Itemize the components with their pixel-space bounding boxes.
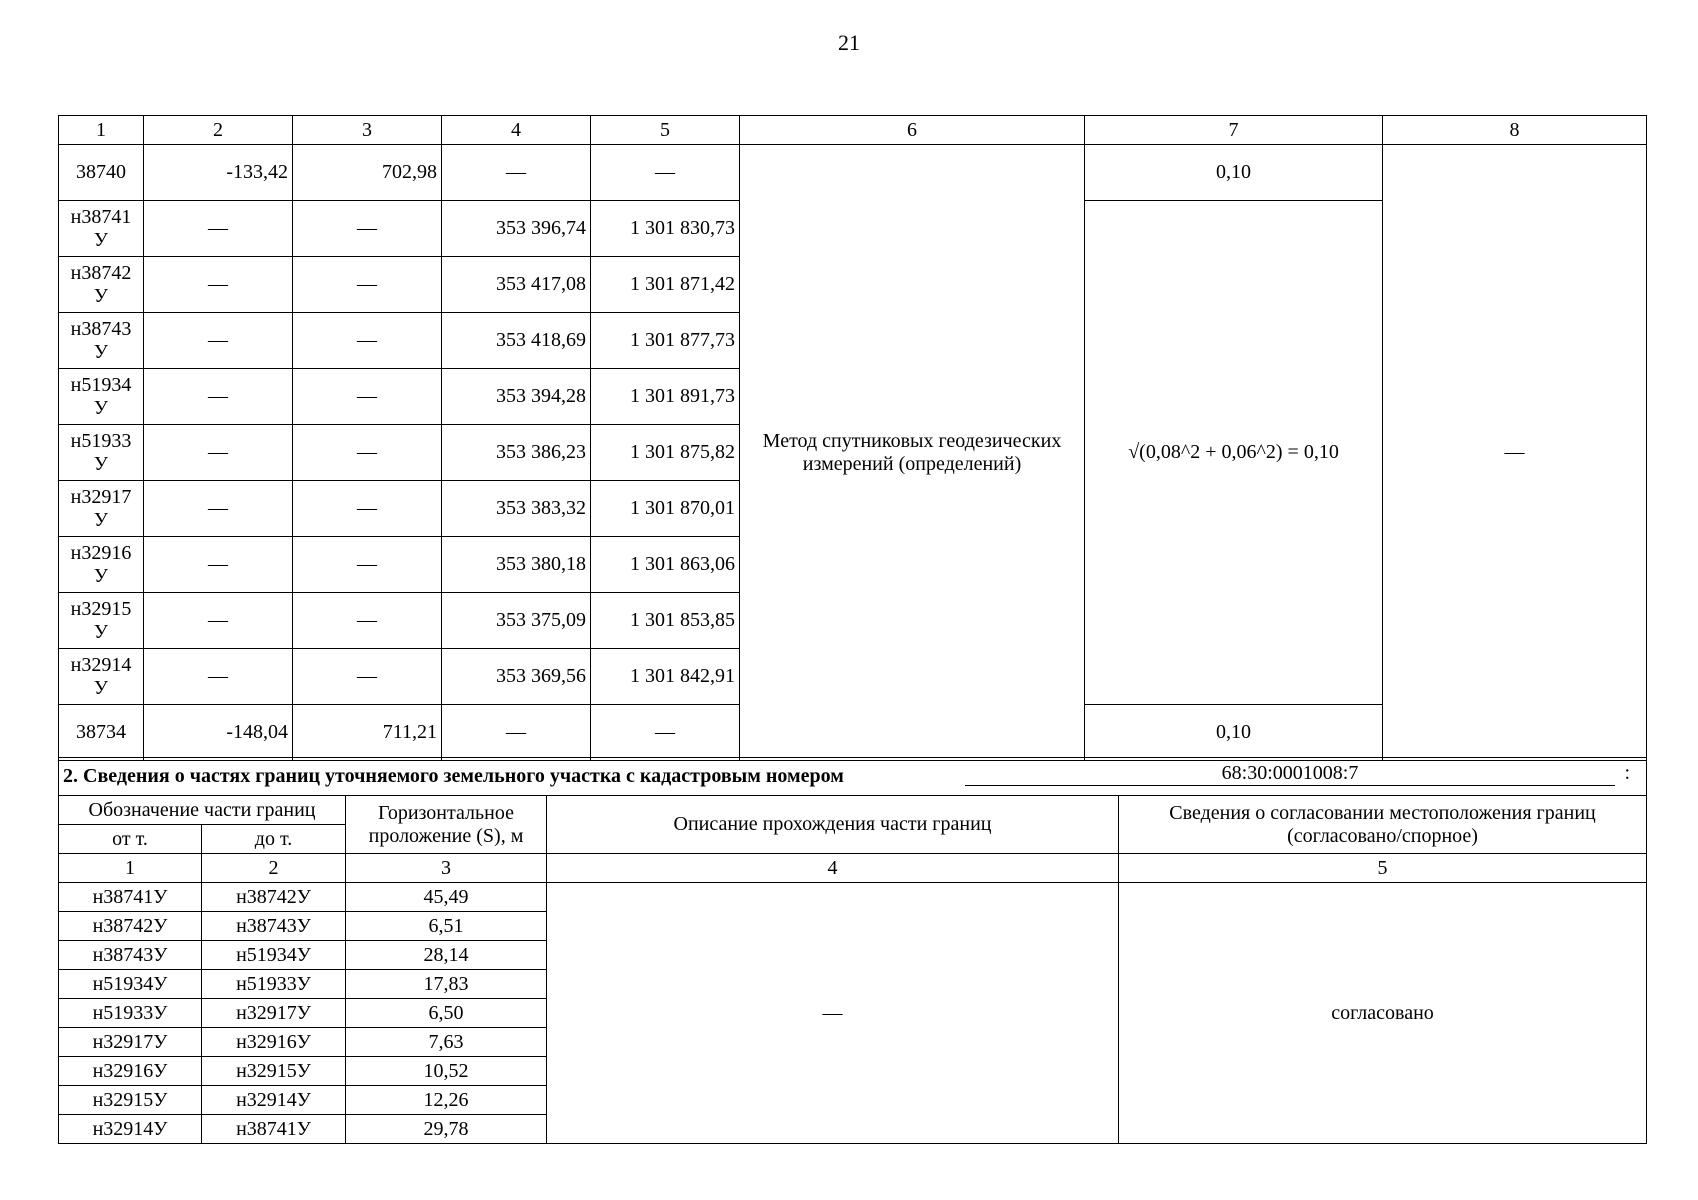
boundary-parts-table <box>58 757 1647 1144</box>
point-name: н32917 <box>70 485 132 508</box>
old-x-cell: — <box>144 481 293 537</box>
point-suffix: У <box>93 228 109 251</box>
point-suffix: У <box>93 564 109 587</box>
to-point: н38741У <box>202 1115 346 1144</box>
col-number: 4 <box>547 854 1119 883</box>
old-x-cell: — <box>144 257 293 313</box>
old-y-cell: — <box>293 537 442 593</box>
point-suffix: У <box>93 452 109 475</box>
section-title-row <box>59 758 1647 796</box>
new-y-cell: 1 301 875,82 <box>591 425 740 481</box>
length-value: 6,51 <box>346 912 547 941</box>
new-y-cell: — <box>591 705 740 761</box>
method-cell: Метод спутниковых геодезических измерений (определений) <box>740 145 1085 761</box>
point-name: н32915 <box>70 597 132 620</box>
point-cell <box>59 425 144 481</box>
new-x-cell: 353 386,23 <box>442 425 591 481</box>
new-x-cell: 353 418,69 <box>442 313 591 369</box>
point-suffix: У <box>93 284 109 307</box>
old-x-cell: -133,42 <box>144 145 293 201</box>
old-x-cell: — <box>144 649 293 705</box>
to-point: н38742У <box>202 883 346 912</box>
new-x-cell: 353 417,08 <box>442 257 591 313</box>
old-x-cell: — <box>144 593 293 649</box>
new-x-cell: 353 369,56 <box>442 649 591 705</box>
point-suffix: У <box>93 676 109 699</box>
point-name: н38741 <box>70 205 132 228</box>
col-number: 5 <box>591 116 740 145</box>
to-point: н32917У <box>202 999 346 1028</box>
col-number: 2 <box>144 116 293 145</box>
point-name: н38743 <box>70 317 132 340</box>
point-suffix: У <box>93 508 109 531</box>
coordinates-table <box>58 115 1647 761</box>
old-x-cell: — <box>144 425 293 481</box>
point-name: н32914 <box>70 653 132 676</box>
accuracy-last-cell: 0,10 <box>1085 705 1383 761</box>
length-value: 7,63 <box>346 1028 547 1057</box>
point-suffix: У <box>93 340 109 363</box>
old-x-cell: -148,04 <box>144 705 293 761</box>
point-cell <box>59 593 144 649</box>
old-x-cell: — <box>144 537 293 593</box>
point-cell <box>59 369 144 425</box>
from-point: н32914У <box>59 1115 202 1144</box>
new-x-cell: 353 375,09 <box>442 593 591 649</box>
new-y-cell: 1 301 871,42 <box>591 257 740 313</box>
point-cell <box>59 649 144 705</box>
point-name: н51934 <box>70 373 132 396</box>
new-y-cell: 1 301 863,06 <box>591 537 740 593</box>
from-point: н38741У <box>59 883 202 912</box>
from-point: н51934У <box>59 970 202 999</box>
col-number: 3 <box>293 116 442 145</box>
old-y-cell: — <box>293 369 442 425</box>
from-point: н32916У <box>59 1057 202 1086</box>
col-number: 3 <box>346 854 547 883</box>
old-y-cell: — <box>293 257 442 313</box>
table-row <box>59 145 1647 201</box>
old-y-cell: — <box>293 313 442 369</box>
title-colon: : <box>1624 762 1631 784</box>
new-y-cell: 1 301 891,73 <box>591 369 740 425</box>
length-header: Горизонтальное проложение (S), м <box>346 796 547 854</box>
point-cell <box>59 537 144 593</box>
table-row <box>59 883 1647 912</box>
description-header: Описание прохождения части границ <box>547 796 1119 854</box>
old-y-cell: — <box>293 201 442 257</box>
from-point: н51933У <box>59 999 202 1028</box>
old-x-cell: — <box>144 369 293 425</box>
description-value: — <box>547 883 1119 1144</box>
agreement-value: согласовано <box>1119 883 1647 1144</box>
col-number: 6 <box>740 116 1085 145</box>
new-x-cell: — <box>442 145 591 201</box>
point-cell <box>59 257 144 313</box>
old-y-cell: 711,21 <box>293 705 442 761</box>
column-number-row <box>59 854 1647 883</box>
from-point: н32915У <box>59 1086 202 1115</box>
old-x-cell: — <box>144 313 293 369</box>
from-header: от т. <box>59 825 202 854</box>
point-cell <box>59 201 144 257</box>
to-point: н32916У <box>202 1028 346 1057</box>
point-cell <box>59 145 144 201</box>
old-y-cell: — <box>293 593 442 649</box>
new-y-cell: 1 301 870,01 <box>591 481 740 537</box>
point-suffix: У <box>93 620 109 643</box>
to-point: н51933У <box>202 970 346 999</box>
length-value: 28,14 <box>346 941 547 970</box>
length-value: 12,26 <box>346 1086 547 1115</box>
length-value: 45,49 <box>346 883 547 912</box>
old-y-cell: 702,98 <box>293 145 442 201</box>
column-number-row <box>59 116 1647 145</box>
point-name: н51933 <box>70 429 132 452</box>
old-y-cell: — <box>293 649 442 705</box>
length-value: 6,50 <box>346 999 547 1028</box>
point-cell <box>59 705 144 761</box>
to-point: н51934У <box>202 941 346 970</box>
col-number: 1 <box>59 116 144 145</box>
to-point: н38743У <box>202 912 346 941</box>
old-y-cell: — <box>293 425 442 481</box>
page-number: 21 <box>838 30 860 55</box>
to-header: до т. <box>202 825 346 854</box>
old-y-cell: — <box>293 481 442 537</box>
col-number: 5 <box>1119 854 1647 883</box>
to-point: н32915У <box>202 1057 346 1086</box>
new-y-cell: 1 301 842,91 <box>591 649 740 705</box>
new-y-cell: 1 301 877,73 <box>591 313 740 369</box>
point-cell <box>59 481 144 537</box>
point-name: 38734 <box>76 721 126 743</box>
length-value: 29,78 <box>346 1115 547 1144</box>
new-y-cell: 1 301 853,85 <box>591 593 740 649</box>
new-y-cell: — <box>591 145 740 201</box>
section-title: 2. Сведения о частях границ уточняемого земельного участка с кадастровым номером <box>63 765 844 787</box>
point-name: н38742 <box>70 261 132 284</box>
new-y-cell: 1 301 830,73 <box>591 201 740 257</box>
to-point: н32914У <box>202 1086 346 1115</box>
from-point: н38743У <box>59 941 202 970</box>
col-number: 4 <box>442 116 591 145</box>
old-x-cell: — <box>144 201 293 257</box>
section-title-cell <box>59 758 1647 796</box>
accuracy-first-cell: 0,10 <box>1085 145 1383 201</box>
new-x-cell: 353 396,74 <box>442 201 591 257</box>
from-point: н32917У <box>59 1028 202 1057</box>
cadastral-number: 68:30:0001008:7 <box>965 762 1615 786</box>
header-row <box>59 796 1647 825</box>
length-value: 10,52 <box>346 1057 547 1086</box>
point-cell <box>59 313 144 369</box>
point-name: 38740 <box>76 161 126 183</box>
new-x-cell: 353 383,32 <box>442 481 591 537</box>
point-suffix: У <box>93 396 109 419</box>
from-point: н38742У <box>59 912 202 941</box>
accuracy-formula-cell: √(0,08^2 + 0,06^2) = 0,10 <box>1085 201 1383 705</box>
col8-cell: — <box>1383 145 1647 761</box>
new-x-cell: — <box>442 705 591 761</box>
point-name: н32916 <box>70 541 132 564</box>
agreement-header: Сведения о согласовании местоположения границ (согласовано/спорное) <box>1119 796 1647 854</box>
col-number: 2 <box>202 854 346 883</box>
col-number: 7 <box>1085 116 1383 145</box>
designation-header: Обозначение части границ <box>59 796 346 825</box>
col-number: 8 <box>1383 116 1647 145</box>
new-x-cell: 353 380,18 <box>442 537 591 593</box>
col-number: 1 <box>59 854 202 883</box>
length-value: 17,83 <box>346 970 547 999</box>
new-x-cell: 353 394,28 <box>442 369 591 425</box>
